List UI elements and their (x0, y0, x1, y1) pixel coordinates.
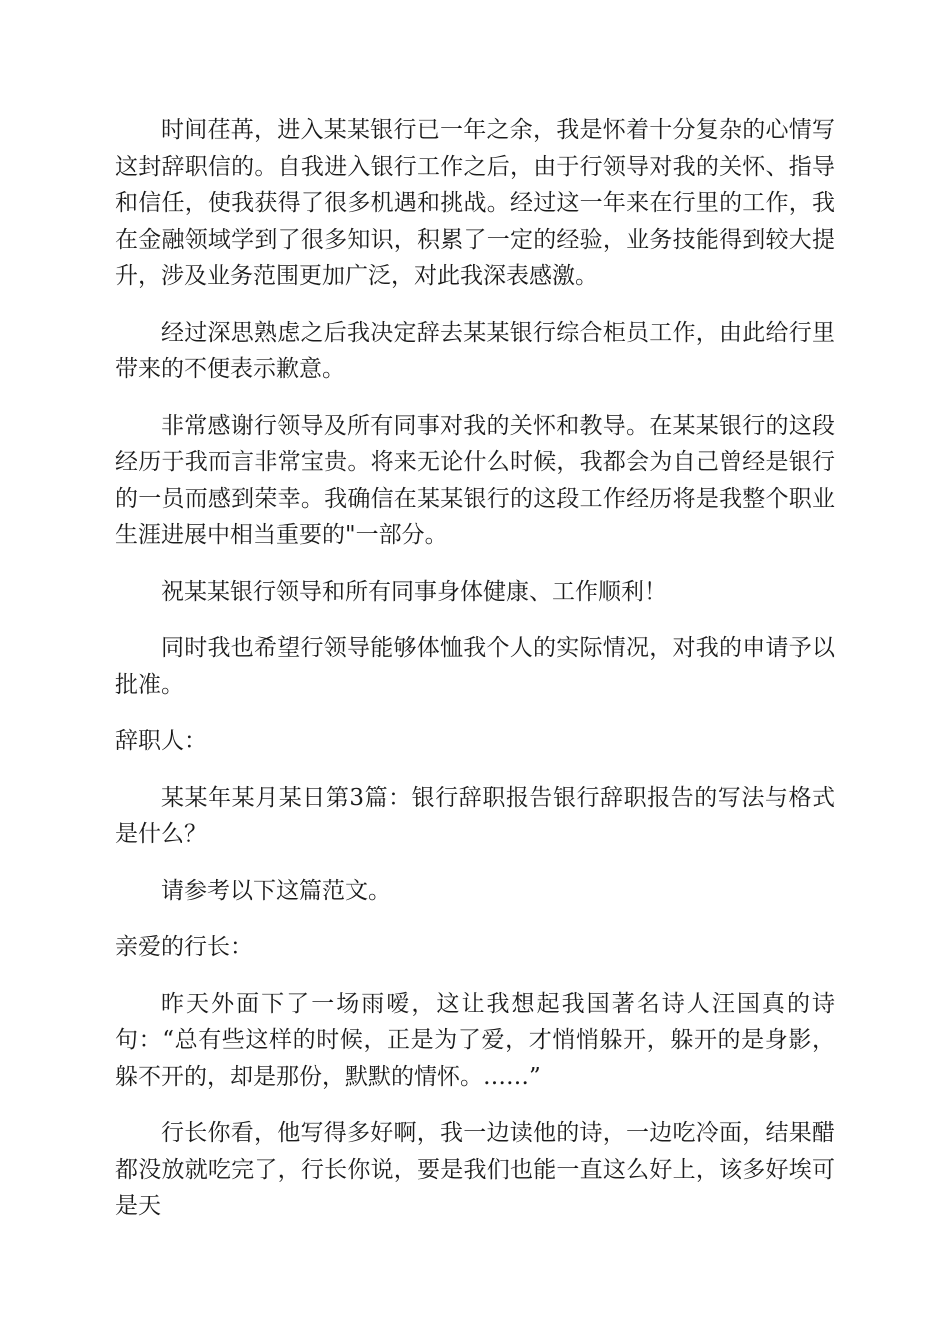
paragraph-reference: 请参考以下这篇范文。 (161, 877, 391, 904)
paragraph-poem: 昨天外面下了一场雨嗳，这让我想起我国著名诗人汪国真的诗句：“总有些这样的时候，正是为了爱，才悄悄躲开，躲开的是身影，躲不开的，却是那份，默默的情怀。……” (115, 990, 835, 1090)
paragraph-resignation-decision: 经过深思熟虑之后我决定辞去某某银行综合柜员工作，由此给行里带来的不便表示歉意。 (115, 319, 835, 382)
paragraph-request: 同时我也希望行领导能够体恤我个人的实际情况，对我的申请予以批准。 (115, 635, 835, 698)
paragraph-cold-noodles: 行长你看，他写得多好啊，我一边读他的诗，一边吃冷面，结果醋都没放就吃完了，行长你说，要是我们也能一直这么好上，该多好埃可是天 (115, 1120, 835, 1219)
paragraph-signature-label: 辞职人： (115, 728, 207, 754)
paragraph-salutation: 亲爱的行长： (115, 934, 253, 960)
paragraph-thanks: 非常感谢行领导及所有同事对我的关怀和教导。在某某银行的这段经历于我而言非常宝贵。将来无论什么时候，我都会为自己曾经是银行的一员而感到荣幸。我确信在某某银行的这段工作经历将是我整个职业生涯进展中相当重要的"一部分。 (115, 412, 835, 548)
paragraph-wishes: 祝某某银行领导和所有同事身体健康、工作顺利！ (161, 578, 667, 605)
paragraph-date-heading: 某某年某月某日第3篇：银行辞职报告银行辞职报告的写法与格式是什么？ (115, 784, 835, 847)
paragraph-gratitude-intro: 时间荏苒，进入某某银行已一年之余，我是怀着十分复杂的心情写这封辞职信的。自我进入银行工作之后，由于行领导对我的关怀、指导和信任，使我获得了很多机遇和挑战。经过这一年来在行里的工作，我在金融领域学到了很多知识，积累了一定的经验，业务技能得到较大提升，涉及业务范围更加广泛，对此我深表感激。 (115, 117, 835, 289)
